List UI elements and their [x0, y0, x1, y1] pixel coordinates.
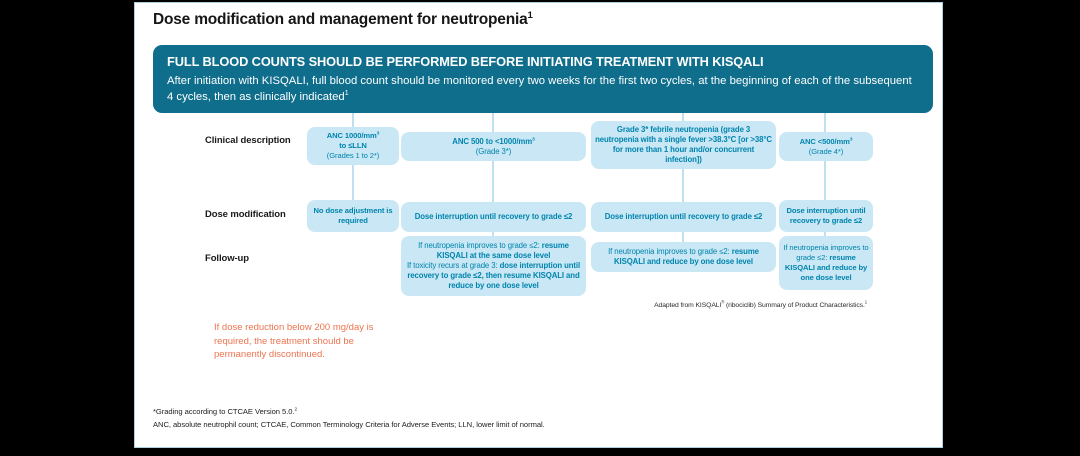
- banner-body: After initiation with KISQALI, full blood count should be monitored every two weeks for the first two cycles, at the beginning of each of the subsequent 4 cycles, then as clinically indicated$^1$: [167, 75, 912, 103]
- page-title: Dose modification and management for neutropenia$^1$: [153, 9, 533, 28]
- followup-box-grade4-text: If neutropenia improves to grade ≤2: resume KISQALI and reduce by one dose level: [783, 243, 869, 282]
- dose-box-interruption-grade3-text: Dose interruption until recovery to grade ≤2: [414, 212, 573, 221]
- row-label-dose-modification: Dose modification: [205, 209, 286, 220]
- dose-box-interruption-febrile-text: Dose interruption until recovery to grade ≤2: [604, 212, 763, 221]
- dose-box-interruption-grade4-text: Dose interruption until recovery to grade ≤2: [786, 206, 866, 225]
- row-label-follow-up: Follow-up: [205, 253, 249, 264]
- clinical-box-grades-1-2: [307, 127, 399, 165]
- dose-box-interruption-grade4: [779, 200, 873, 232]
- footnote-abbreviations: ANC, absolute neutrophil count; CTCAE, Common Terminology Criteria for Adverse Events; LLN, lower limit of normal.: [153, 420, 545, 429]
- banner-heading: FULL BLOOD COUNTS SHOULD BE PERFORMED BEFORE INITIATING TREATMENT WITH KISQALI: [167, 54, 764, 69]
- row-label-clinical-description: Clinical description: [205, 135, 291, 146]
- followup-box-grade3-text: If neutropenia improves to grade ≤2: resume KISQALI at the same dose level If toxicity recurs at grade 3: dose interruption until recovery to grade ≤2, then resume KISQALI and reduce by one dose level: [406, 241, 581, 290]
- dose-box-interruption-febrile: [591, 202, 776, 232]
- dose-box-interruption-grade3: [401, 202, 586, 232]
- clinical-box-grade-3-text: ANC 500 to $<1000/mm^3$ (Grade 3*): [452, 136, 535, 156]
- clinical-box-grade-4: [779, 132, 873, 161]
- adapted-from-note: Adapted from KISQALI® (ribociclib) Summary of Product Characteristics.$^1$: [654, 299, 867, 309]
- followup-box-grade4: [779, 236, 873, 290]
- info-banner: [153, 45, 933, 113]
- footnote-grading: *Grading according to CTCAE Version 5.0.$^2$: [153, 406, 298, 416]
- clinical-box-grades-1-2-text: ANC $1000/mm^3$ to ≤LLN (Grades 1 to 2*): [326, 130, 380, 160]
- dose-box-no-adjustment-text: No dose adjustment is required: [313, 206, 393, 225]
- clinical-box-grade-4-text: ANC $<500/mm^3$ (Grade 4*): [799, 135, 853, 156]
- dose-box-no-adjustment: [307, 200, 399, 232]
- clinical-box-grade-3: [401, 132, 586, 161]
- discontinuation-note: If dose reduction below 200 mg/day is required, the treatment should be permanently discontinued.: [214, 322, 374, 360]
- clinical-box-febrile-neutropenia: [591, 121, 776, 169]
- document-page: [134, 2, 943, 448]
- followup-box-febrile: [591, 242, 776, 272]
- followup-box-grade3: [401, 236, 586, 296]
- clinical-box-febrile-neutropenia-text: Grade 3* febrile neutropenia (grade 3 neutropenia with a single fever >38.3°C [or >38°C for more than 1 hour and/or concurrent infection]): [595, 125, 772, 164]
- followup-box-febrile-text: If neutropenia improves to grade ≤2: resume KISQALI and reduce by one dose level: [608, 247, 759, 266]
